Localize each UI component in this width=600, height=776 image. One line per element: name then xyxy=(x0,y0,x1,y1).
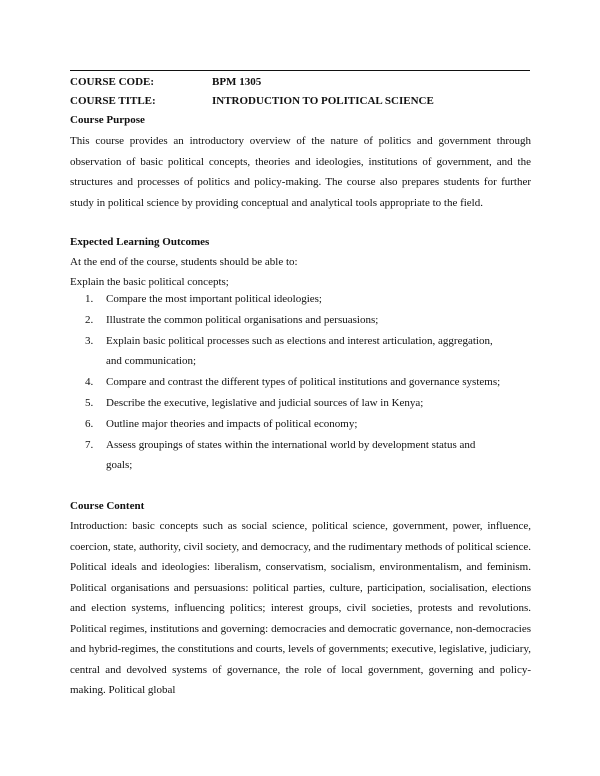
list-item xyxy=(70,289,530,310)
course-title-row xyxy=(70,95,434,107)
list-item-number: 1. xyxy=(85,293,94,305)
course-code-row xyxy=(70,76,262,88)
list-item-text: Illustrate the common political organisations and persuasions; xyxy=(106,313,379,326)
list-item-text: Compare and contrast the different types of political institutions and governance systems; xyxy=(106,376,501,389)
list-item xyxy=(70,414,530,435)
course-purpose-heading: Course Purpose xyxy=(70,114,145,126)
list-item-text: Outline major theories and impacts of political economy; xyxy=(106,417,358,430)
list-item-text: Compare the most important political ideologies; xyxy=(106,293,322,305)
list-item xyxy=(70,393,530,414)
course-purpose-text: This course provides an introductory overview of the nature of politics and government through observation of basic political concepts, theories and ideologies, institutions of government, and the structures and processes of politics and policy-making. The course also prepares students for further study in political science by providing conceptual and analytical tools appropriate to the field. xyxy=(70,135,531,209)
course-title-label: COURSE TITLE: xyxy=(70,95,156,107)
list-item-continuation: goals; xyxy=(106,459,133,472)
course-code-value: BPM 1305 xyxy=(212,76,262,88)
list-item xyxy=(70,372,530,393)
list-item-number: 5. xyxy=(85,396,94,409)
course-content-heading: Course Content xyxy=(70,500,145,512)
list-item xyxy=(70,331,530,373)
learning-outcomes-list xyxy=(70,289,530,476)
list-item xyxy=(70,310,530,331)
list-item-continuation: and communication; xyxy=(106,355,197,368)
learning-outcomes-intro: At the end of the course, students should be able to: xyxy=(70,256,298,268)
list-item-number: 4. xyxy=(85,376,94,389)
course-content-text: Introduction: basic concepts such as social science, political science, government, power, influence, coercion, state, authority, civil society, and democracy, and the rudimentary methods of political science. Political ideals and ideologies: liberalism, conservatism, socialism, environmentalism, and feminism. Political organisations and persuasions: political parties, culture, participation, socialisation, elections and election systems, influencing politics; interest groups, civil societies, protests and revolutions. Political regimes, institutions and governing: democracies and democratic governance, non-democracies and hybrid-regimes, the constitutions and courts, levels of governments; executive, legislative, judiciary, central and devolved systems of governance, the role of local government, governing and policy-making. Political global xyxy=(70,520,531,696)
header-rule xyxy=(70,70,530,71)
list-item-number: 3. xyxy=(85,334,94,347)
list-item-text: Explain basic political processes such as elections and interest articulation, aggregation, xyxy=(106,334,493,347)
list-item xyxy=(70,435,530,477)
learning-outcomes-heading: Expected Learning Outcomes xyxy=(70,236,210,248)
course-code-label: COURSE CODE: xyxy=(70,76,155,88)
list-item-number: 6. xyxy=(85,417,94,430)
list-item-text: Assess groupings of states within the international world by development status and xyxy=(106,438,476,451)
course-title-value: INTRODUCTION TO POLITICAL SCIENCE xyxy=(212,95,434,107)
list-item-number: 2. xyxy=(85,313,94,326)
list-item-text: Describe the executive, legislative and judicial sources of law in Kenya; xyxy=(106,396,424,409)
learning-outcomes-first: Explain the basic political concepts; xyxy=(70,276,229,288)
list-item-number: 7. xyxy=(85,438,94,451)
